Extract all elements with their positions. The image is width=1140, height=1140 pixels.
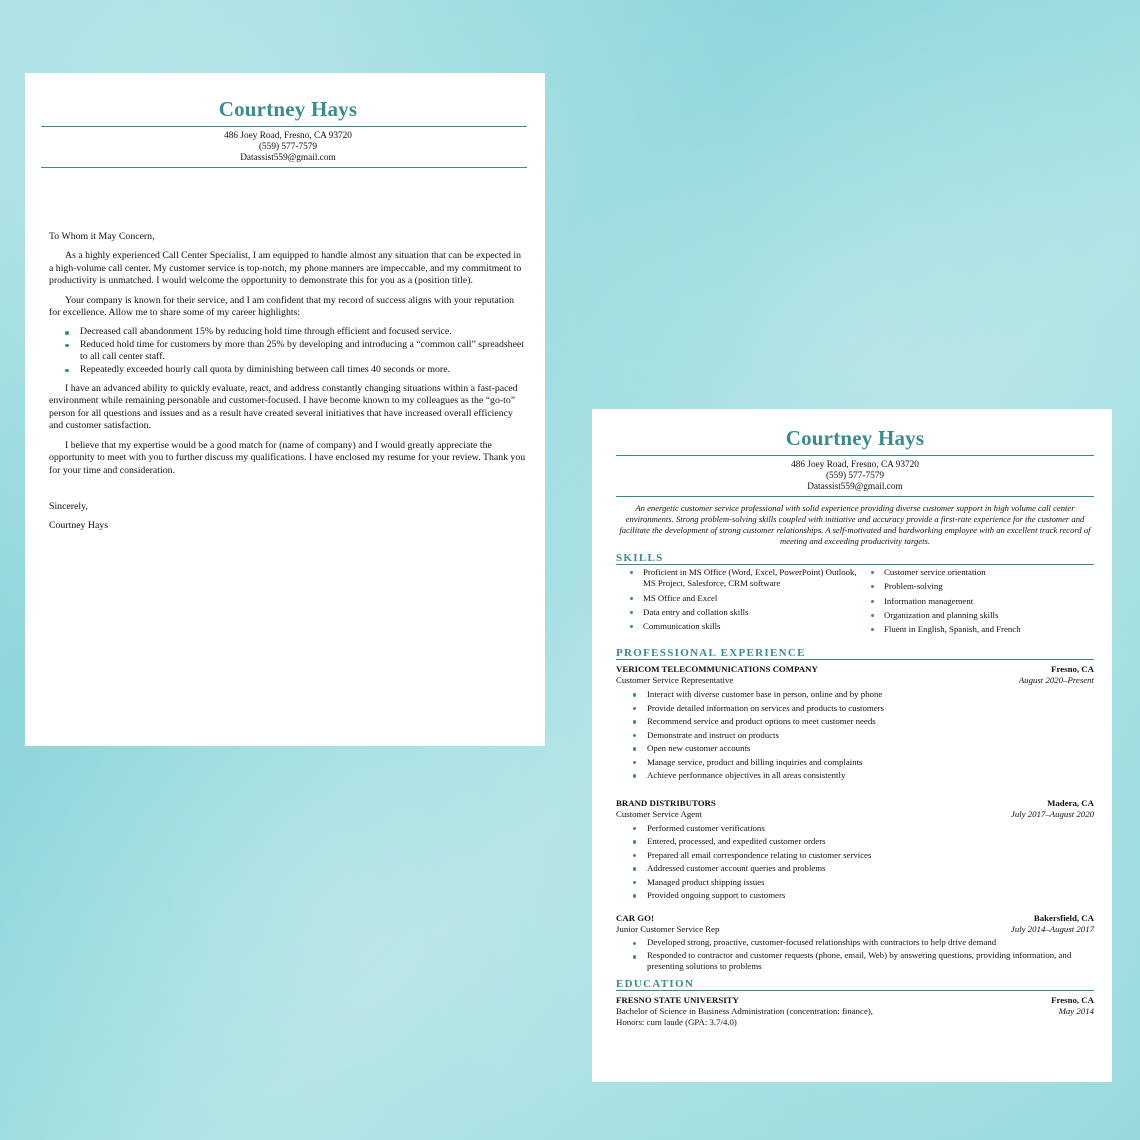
letter-paragraph-3: I have an advanced ability to quickly evaluate, react, and address constantly changing situations within a fast-paced environment while remaining personable and customer-focused. I have become known to my colleagues as the “go-to” person for all questions and issues and as a result have created several initiatives that have increased overall efficiency and customer satisfaction.: [49, 383, 518, 432]
job-bullets: [616, 822, 1094, 903]
job-company: BRAND DISTRIBUTORS: [616, 797, 716, 808]
resume-bottom-rule: [616, 496, 1094, 497]
education-rule: [616, 990, 1094, 991]
job-bullet: Addressed customer account queries and problems: [616, 862, 1094, 876]
job-bullet: Managed product shipping issues: [616, 876, 1094, 890]
letter-closing: Sincerely,: [49, 500, 88, 512]
skill-item: Data entry and collation skills: [616, 607, 857, 618]
skill-item: Organization and planning skills: [857, 610, 1087, 621]
job-title: Customer Service Representative: [616, 675, 734, 686]
resume-summary: An energetic customer service professional with solid experience providing diverse customer support in high volume call center environments. Strong problem-solving skills coupled with initiative and accuracy provide a first-rate experience for the customer and facilitate the development of strong customer relationships. A self-motivated and hardworking employee with an excellent track record of meeting and exceeding productivity targets.: [619, 503, 1091, 546]
skills-left-column: [616, 567, 857, 638]
letter-paragraph-2: Your company is known for their service, and I am confident that my record of success aligns with your reputation for excellence. Allow me to share some of my career highlights:: [49, 294, 515, 319]
cover-bottom-rule: [41, 167, 527, 168]
letter-greeting: To Whom it May Concern,: [49, 231, 155, 242]
skills-heading: SKILLS: [616, 552, 664, 564]
job-dates: July 2014–August 2017: [1010, 923, 1094, 934]
job-bullet: Provide detailed information on services and products to customers: [616, 702, 1094, 716]
cover-contact-block: [49, 131, 527, 164]
education-degree: Bachelor of Science in Business Administration (concentration: finance),: [616, 1006, 873, 1017]
education-honors: Honors: cum laude (GPA: 3.7/4.0): [616, 1017, 737, 1028]
job-bullet: Open new customer accounts: [616, 742, 1094, 756]
job-bullet: Manage service, product and billing inquiries and complaints: [616, 756, 1094, 770]
job-bullet: Developed strong, proactive, customer-focused relationships with contractors to help drive demand: [616, 937, 1094, 948]
job-location: Fresno, CA: [1051, 664, 1094, 675]
experience-rule: [616, 659, 1094, 660]
job-bullet: Demonstrate and instruct on products: [616, 729, 1094, 743]
skills-rule: [616, 564, 1094, 565]
job-bullet: Provided ongoing support to customers: [616, 889, 1094, 903]
skill-item: Communication skills: [616, 621, 857, 632]
skill-item: Customer service orientation: [857, 567, 1087, 578]
skill-item: Proficient in MS Office (Word, Excel, PowerPoint) Outlook, MS Project, Salesforce, CRM software: [616, 567, 857, 590]
job-bullets: [616, 688, 1094, 783]
education-school: FRESNO STATE UNIVERSITY: [616, 995, 739, 1006]
letter-signature: Courtney Hays: [49, 520, 109, 532]
job-dates: July 2017–August 2020: [1010, 808, 1094, 819]
education-heading: EDUCATION: [616, 978, 695, 991]
highlight-item: Reduced hold time for customers by more than 25% by developing and introducing a “common call” spreadsheet to all call center staff.: [80, 339, 527, 364]
skill-item: Problem-solving: [857, 581, 1087, 592]
cover-phone: (559) 577-7579: [258, 142, 318, 152]
letter-paragraph-4: I believe that my expertise would be a good match for (name of company) and I would greatly appreciate the opportunity to meet with you to further discuss my qualifications. I have enclosed my resume for your review. Thank you for your time and consideration.: [49, 439, 526, 476]
cover-email: Datassist559@gmail.com: [240, 153, 336, 163]
job-bullet: Entered, processed, and expedited customer orders: [616, 835, 1094, 849]
cover-name-heading: Courtney Hays: [218, 97, 358, 121]
job-entry: [616, 664, 1094, 783]
job-dates: August 2020–Present: [1018, 675, 1094, 686]
skill-item: MS Office and Excel: [616, 593, 857, 604]
job-bullet: Performed customer verifications: [616, 822, 1094, 836]
job-bullet: Recommend service and product options to meet customer needs: [616, 715, 1094, 729]
highlight-item: Decreased call abandonment 15% by reducing hold time through efficient and focused service.: [80, 326, 527, 338]
job-bullet: Responded to contractor and customer requests (phone, email, Web) by answering questions, providing information, and presenting solutions to problems: [616, 950, 1094, 972]
job-entry: [616, 798, 1094, 903]
letter-paragraph-1: As a highly experienced Call Center Specialist, I am equipped to handle almost any situation that can be expected in a high-volume call center. My customer service is top-notch, my phone manners are impeccable, and my commitment to productivity is unmatched. I would welcome the opportunity to demonstrate this for you as a (position title).: [49, 250, 522, 287]
education-date: May 2014: [1058, 1006, 1094, 1017]
job-bullet: Interact with diverse customer base in person, online and by phone: [616, 688, 1094, 702]
resume-address: 486 Joey Road, Fresno, CA 93720: [791, 460, 919, 470]
highlight-item: Repeatedly exceeded hourly call quota by diminishing between call times 40 seconds or more.: [80, 364, 527, 376]
job-bullet: Prepared all email correspondence relating to customer services: [616, 849, 1094, 863]
skills-section: [616, 567, 1094, 638]
skill-item: Fluent in English, Spanish, and French: [857, 624, 1087, 635]
job-company: VERICOM TELECOMMUNICATIONS COMPANY: [616, 664, 818, 675]
resume-contact-block: [616, 460, 1094, 493]
resume-page: [592, 409, 1112, 1082]
resume-name-heading: Courtney Hays: [785, 426, 925, 450]
education-entry: [616, 995, 1094, 1028]
job-location: Madera, CA: [1047, 797, 1094, 808]
cover-address: 486 Joey Road, Fresno, CA 93720: [224, 131, 352, 141]
job-title: Customer Service Agent: [616, 808, 702, 819]
highlights-list: [49, 326, 527, 376]
resume-top-rule: [616, 455, 1094, 456]
job-company: CAR GO!: [616, 912, 654, 923]
job-title: Junior Customer Service Rep: [616, 923, 720, 934]
education-location: Fresno, CA: [1051, 995, 1094, 1006]
job-entry: [616, 913, 1094, 973]
experience-heading: PROFESSIONAL EXPERIENCE: [616, 647, 806, 660]
cover-letter-page: [25, 73, 545, 746]
resume-email: Datassist559@gmail.com: [807, 482, 903, 492]
skills-right-column: [857, 567, 1087, 638]
job-bullet: Achieve performance objectives in all areas consistently: [616, 769, 1094, 783]
job-location: Bakersfield, CA: [1033, 912, 1094, 923]
cover-top-rule: [41, 126, 527, 127]
skill-item: Information management: [857, 596, 1087, 607]
resume-phone: (559) 577-7579: [825, 471, 885, 481]
job-bullets: [616, 937, 1094, 973]
letter-body: [49, 231, 527, 533]
